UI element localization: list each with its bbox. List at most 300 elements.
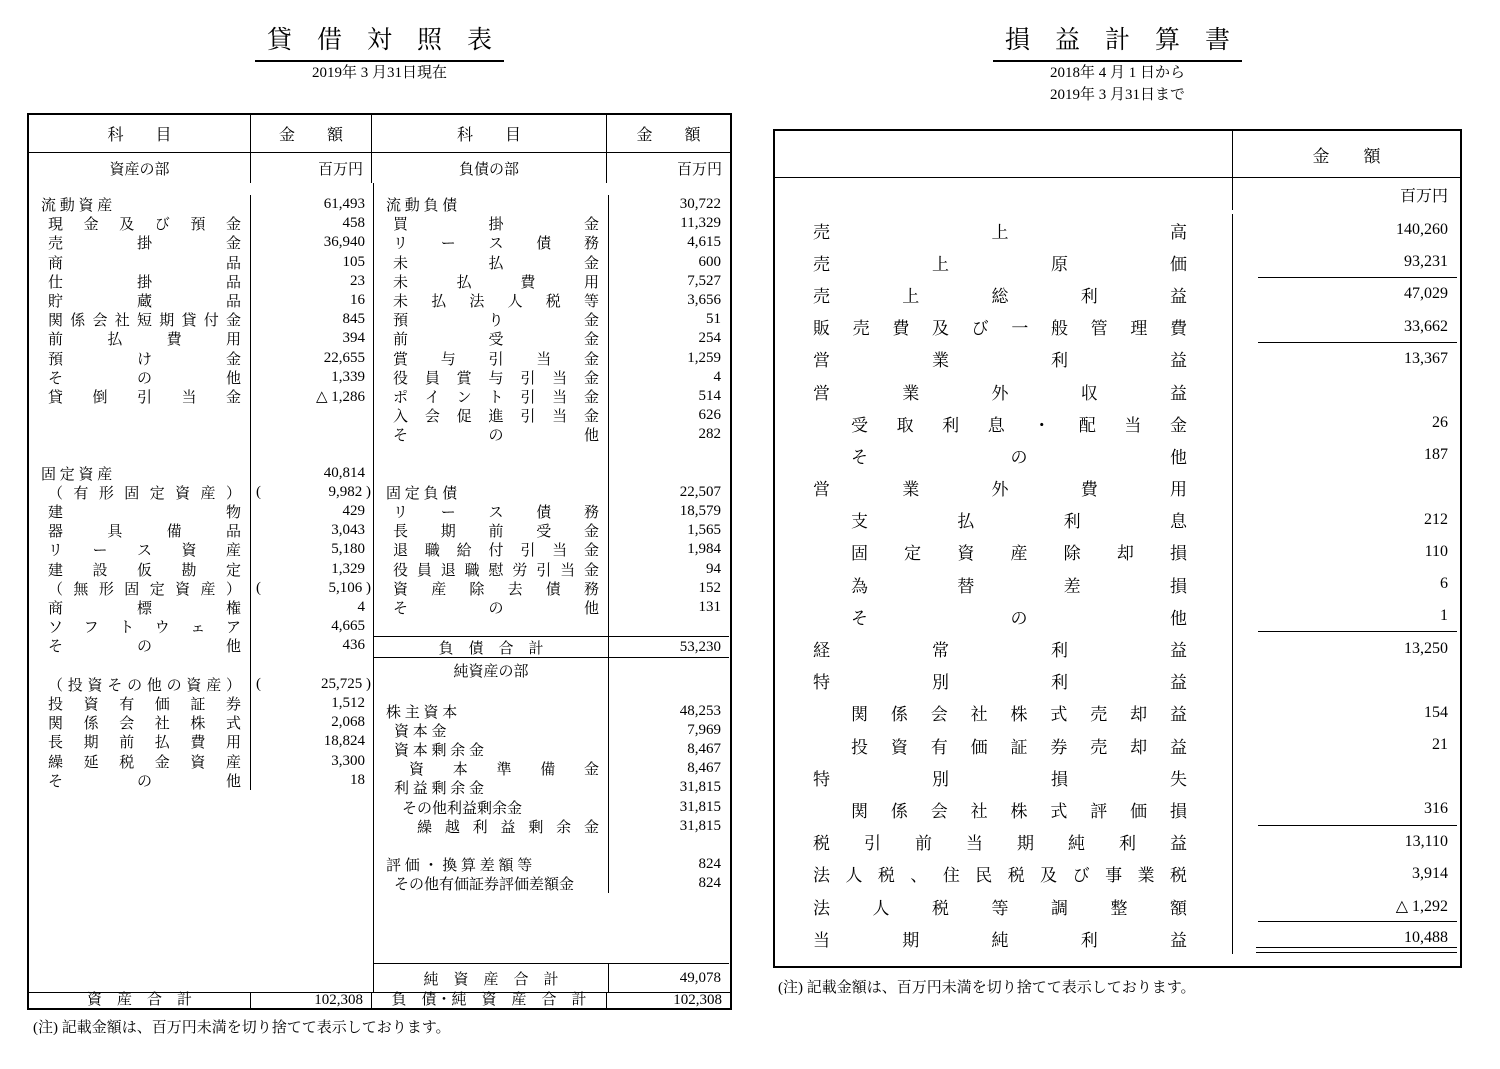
- paren-open: (: [256, 579, 261, 596]
- item-label: 役 員 賞 与 引 当 金: [393, 370, 599, 387]
- amount-cell: 18: [350, 771, 365, 788]
- amount-cell: 48,253: [679, 702, 721, 719]
- bs-net-asset-row: [374, 759, 729, 778]
- item-label-cell: [775, 826, 1233, 858]
- item-label-cell: [374, 778, 609, 797]
- item-label: 営 業 外 費 用: [813, 480, 1187, 500]
- bs-assets-section-label: 資産の部: [29, 153, 251, 183]
- pl-row: [775, 343, 1460, 375]
- bs-asset-row: [29, 368, 373, 387]
- income-statement-title-text: 損 益 計 算 書: [993, 20, 1242, 62]
- bs-net-asset-row: [374, 817, 729, 836]
- item-label-cell: [374, 855, 609, 874]
- bs-liability-row: [374, 560, 729, 579]
- item-label-cell: [29, 291, 251, 310]
- bs-asset-row: [29, 406, 373, 425]
- amount-cell: [1233, 761, 1460, 793]
- item-label: 流 動 資 産: [41, 198, 113, 215]
- amount-cell: 11,329: [680, 215, 721, 232]
- bs-asset-row: [29, 636, 373, 655]
- amount-cell: 824: [698, 856, 721, 873]
- amount-cell: [609, 617, 729, 636]
- income-statement-note: (注) 記載金額は、百万円未満を切り捨てて表示しております。: [778, 980, 1196, 996]
- item-label-cell: [29, 771, 251, 790]
- bs-liab-net-total-label: 負 債・純 資 産 合 計: [372, 993, 607, 1008]
- bs-liability-row: [374, 253, 729, 272]
- bs-liabilities-unit: 百万円: [676, 161, 722, 178]
- item-label: 未 払 費 用: [393, 274, 599, 291]
- item-label-cell: [29, 387, 251, 406]
- amount-cell: 23: [350, 272, 365, 289]
- amount-cell: 18,824: [323, 733, 365, 750]
- item-label: そ の 他: [48, 773, 241, 790]
- item-label: 資 本 金: [394, 723, 447, 740]
- bs-liability-row: [374, 579, 729, 598]
- item-label-cell: [374, 425, 609, 444]
- item-label: 繰 延 税 金 資 産: [48, 754, 241, 771]
- bs-liability-row: [374, 195, 729, 214]
- item-label: （ 無 形 固 定 資 産 ）: [48, 581, 241, 598]
- pl-row: [775, 568, 1460, 600]
- bs-asset-row: [29, 195, 373, 214]
- income-statement-period-from: 2018年 4 月 1 日から: [1049, 65, 1185, 81]
- amount-cell: 31,815: [679, 779, 721, 796]
- pl-row: [775, 697, 1460, 729]
- item-label: 前 払 費 用: [48, 332, 241, 349]
- amount-cell: 94: [706, 560, 721, 577]
- item-label-cell: [374, 502, 609, 521]
- item-label-cell: [775, 568, 1233, 600]
- item-label: そ の 他: [393, 601, 599, 618]
- amount-cell: 31,815: [679, 798, 721, 815]
- bs-net-assets-section-row: [374, 658, 729, 682]
- amount-cell: 30,722: [679, 196, 721, 213]
- item-label: 売 上 総 利 益: [813, 286, 1187, 306]
- balance-sheet-title-text: 貸 借 対 照 表: [255, 20, 504, 62]
- item-label-cell: [29, 540, 251, 559]
- pl-header-row: [775, 131, 1460, 178]
- bs-liability-row: [374, 368, 729, 387]
- item-label-cell: [374, 214, 609, 233]
- item-label: そ の 他: [48, 639, 241, 656]
- item-label: 営 業 外 収 益: [813, 383, 1187, 403]
- amount-cell: [251, 444, 373, 463]
- item-label: 買 掛 金: [393, 217, 599, 234]
- amount-cell: 140,260: [1396, 221, 1448, 239]
- item-label-cell: [775, 407, 1233, 439]
- item-label: 預 り 金: [393, 313, 599, 330]
- item-label: リ ー ス 資 産: [48, 543, 241, 560]
- item-label: 預 け 金: [48, 351, 241, 368]
- item-label: 売 上 高: [813, 222, 1187, 242]
- pl-header-amount: 金 額: [1312, 146, 1381, 166]
- item-label: 負 債 合 計: [438, 640, 544, 657]
- pl-row: [775, 375, 1460, 407]
- amount-value: 9,982 ): [328, 483, 371, 500]
- bs-asset-row: [29, 675, 373, 694]
- item-label-cell: [29, 636, 251, 655]
- amount-cell: 1,259: [687, 349, 721, 366]
- pl-unit: 百万円: [1399, 187, 1448, 205]
- bs-liability-row: [374, 349, 729, 368]
- item-label: （ 投 資 そ の 他 の 資 産 ）: [48, 677, 241, 694]
- item-label-cell: [775, 536, 1233, 568]
- item-label-cell: [374, 272, 609, 291]
- amount-cell: 40,814: [323, 464, 365, 481]
- item-label-cell: [29, 310, 251, 329]
- amount-cell: [609, 658, 729, 682]
- amount-cell: 4: [357, 599, 365, 616]
- item-label: その他有価証券評価差額金: [394, 877, 575, 894]
- bs-liability-row: [374, 214, 729, 233]
- item-label: 前 受 金: [393, 332, 599, 349]
- item-label-cell: [29, 214, 251, 233]
- amount-cell: [251, 483, 373, 502]
- amount-cell: 61,493: [323, 196, 365, 213]
- bs-asset-row: [29, 291, 373, 310]
- amount-cell: [251, 425, 373, 444]
- bs-asset-row: [29, 214, 373, 233]
- item-label: 関 係 会 社 株 式 評 価 損: [851, 801, 1187, 821]
- pl-row: [775, 761, 1460, 793]
- bs-asset-row: [29, 425, 373, 444]
- item-label-cell: [374, 637, 609, 657]
- item-label-cell: [374, 874, 609, 893]
- amount-cell: 18,579: [679, 503, 721, 520]
- bs-asset-row: [29, 329, 373, 348]
- bs-assets-total-value: 102,308: [251, 993, 372, 1008]
- balance-sheet-table: [27, 113, 732, 1010]
- amount-cell: 22,507: [679, 483, 721, 500]
- bs-grand-total-row: [29, 992, 730, 1008]
- amount-cell: [1233, 375, 1460, 407]
- bs-assets-unit: 百万円: [251, 153, 372, 183]
- amount-cell: 4,665: [331, 618, 365, 635]
- bs-liability-row: [374, 540, 729, 559]
- bs-asset-row: [29, 617, 373, 636]
- item-label: 固 定 資 産: [41, 466, 113, 483]
- bs-asset-row: [29, 521, 373, 540]
- bs-asset-row: [29, 233, 373, 252]
- item-label-cell: [374, 598, 609, 617]
- item-label: 為 替 差 損: [851, 576, 1187, 596]
- amount-cell: 1,984: [687, 541, 721, 558]
- amount-cell: 7,969: [687, 721, 721, 738]
- item-label-cell: [29, 675, 251, 694]
- amount-cell: 824: [698, 875, 721, 892]
- amount-cell: 845: [342, 311, 365, 328]
- item-label: 特 別 利 益: [813, 673, 1187, 693]
- item-label: 現 金 及 び 預 金: [48, 217, 241, 234]
- item-label-cell: [374, 797, 609, 816]
- item-label: 税 引 前 当 期 純 利 益: [813, 834, 1187, 854]
- item-label-cell: [29, 368, 251, 387]
- bs-asset-row: [29, 272, 373, 291]
- bs-asset-row: [29, 713, 373, 732]
- item-label: 当 期 純 利 益: [813, 930, 1187, 950]
- item-label-cell: [775, 600, 1233, 632]
- item-label-cell: [29, 233, 251, 252]
- item-label: 建 物: [48, 505, 241, 522]
- amount-cell: 429: [342, 503, 365, 520]
- item-label-cell: [29, 579, 251, 598]
- pl-row: [775, 439, 1460, 471]
- item-label-cell: [374, 406, 609, 425]
- item-label: ソ フ ト ウ ェ ア: [48, 620, 241, 637]
- bs-liabilities-total-row: [374, 636, 729, 658]
- bs-assets-column: [29, 183, 374, 992]
- bs-asset-row: [29, 502, 373, 521]
- item-label-cell: [374, 195, 609, 214]
- amount-cell: 7,527: [687, 272, 721, 289]
- item-label-cell: [775, 278, 1233, 310]
- item-label: 退 職 給 付 引 当 金: [393, 543, 599, 560]
- income-statement-title: [773, 20, 1462, 62]
- amount-cell: 152: [698, 579, 721, 596]
- bs-assets-total-label: 資 産 合 計: [29, 993, 251, 1008]
- item-label: リ ー ス 債 務: [393, 236, 599, 253]
- amount-cell: 6: [1440, 575, 1448, 593]
- item-label-cell: [775, 890, 1233, 922]
- item-label-cell: [775, 793, 1233, 825]
- bs-net-asset-row: [374, 797, 729, 816]
- amount-cell: 4: [713, 368, 721, 385]
- amount-cell: 1,512: [331, 694, 365, 711]
- amount-cell: [251, 406, 373, 425]
- bs-asset-row: [29, 579, 373, 598]
- amount-cell: 22,655: [323, 349, 365, 366]
- item-label-cell: [374, 368, 609, 387]
- item-label: 法 人 税 、 住 民 税 及 び 事 業 税: [813, 866, 1187, 886]
- pl-unit-row: [775, 178, 1460, 210]
- item-label: 株 主 資 本: [386, 704, 458, 721]
- bs-asset-row: [29, 694, 373, 713]
- item-label: 役 員 退 職 慰 労 引 当 金: [393, 562, 599, 579]
- income-statement-table: [773, 129, 1462, 968]
- item-label-cell: [29, 502, 251, 521]
- amount-cell: 4,615: [687, 234, 721, 251]
- bs-header-item-left: 科 目: [29, 115, 251, 152]
- item-label-cell: [374, 349, 609, 368]
- item-label-cell: [374, 759, 609, 778]
- item-label: その他利益剰余金: [402, 800, 523, 817]
- item-label-cell: [29, 406, 251, 425]
- item-label: 固 定 資 産 除 却 損: [851, 544, 1187, 564]
- amount-cell: 33,662: [1233, 311, 1460, 343]
- bs-liability-row: [374, 617, 729, 636]
- amount-cell: 93,231: [1233, 246, 1460, 278]
- item-label: 長 期 前 受 金: [393, 524, 599, 541]
- item-label: そ の 他: [393, 428, 599, 445]
- amount-cell: 47,029: [1404, 285, 1448, 303]
- income-statement-period-to: 2019年 3 月31日まで: [1049, 87, 1185, 103]
- item-label-cell: [29, 598, 251, 617]
- item-label: 売 上 原 価: [813, 254, 1187, 274]
- bs-net-assets-total-row: [374, 963, 729, 992]
- item-label: 流 動 負 債: [386, 198, 458, 215]
- item-label-cell: [775, 729, 1233, 761]
- amount-cell: [1233, 665, 1460, 697]
- pl-row: [775, 246, 1460, 278]
- bs-net-asset-row: [374, 740, 729, 759]
- item-label-cell: [29, 483, 251, 502]
- item-label-cell: [374, 682, 609, 701]
- bs-asset-row: [29, 444, 373, 463]
- item-label-cell: [374, 483, 609, 502]
- amount-cell: 1,339: [331, 368, 365, 385]
- item-label-cell: [374, 540, 609, 559]
- pl-unit-blank-cell: [775, 178, 1233, 210]
- item-label-cell: [775, 858, 1233, 890]
- bs-asset-row: [29, 560, 373, 579]
- amount-cell: 13,250: [1404, 639, 1448, 657]
- item-label-cell: [29, 195, 251, 214]
- item-label-cell: [29, 751, 251, 770]
- bs-header-row: [29, 115, 730, 153]
- amount-cell: △ 1,292: [1233, 890, 1460, 922]
- item-label-cell: [374, 233, 609, 252]
- amount-cell: 131: [698, 599, 721, 616]
- bs-net-asset-row: [374, 721, 729, 740]
- bs-liabilities-section-label: 負債の部: [372, 153, 607, 183]
- pl-row: [775, 472, 1460, 504]
- item-label: 経 常 利 益: [813, 641, 1187, 661]
- amount-cell: 13,110: [1404, 832, 1448, 850]
- item-label: 利 益 剰 余 金: [394, 781, 485, 798]
- amount-cell: 53,230: [679, 638, 721, 655]
- item-label-cell: [29, 617, 251, 636]
- amount-value: 5,106 ): [328, 579, 371, 596]
- item-label: ポ イ ン ト 引 当 金: [393, 389, 599, 406]
- item-label-cell: [374, 579, 609, 598]
- pl-body: [775, 210, 1460, 966]
- item-label-cell: [29, 253, 251, 272]
- bs-net-asset-row: [374, 682, 729, 701]
- bs-body: [29, 183, 730, 992]
- bs-liability-row: [374, 233, 729, 252]
- item-label: 資 産 除 去 債 務: [393, 581, 599, 598]
- item-label: リ ー ス 債 務: [393, 505, 599, 522]
- item-label-cell: [775, 922, 1233, 954]
- bs-header-item-right: 科 目: [372, 115, 607, 152]
- amount-cell: 1: [1233, 600, 1460, 632]
- amount-cell: 3,300: [331, 752, 365, 769]
- amount-cell: 8,467: [687, 740, 721, 757]
- amount-cell: 436: [342, 637, 365, 654]
- amount-cell: 254: [698, 330, 721, 347]
- item-label-cell: [374, 329, 609, 348]
- item-label: 繰 越 利 益 剰 余 金: [417, 819, 599, 836]
- bs-liability-row: [374, 521, 729, 540]
- bs-net-asset-row: [374, 874, 729, 893]
- item-label-cell: [374, 964, 609, 992]
- item-label: 営 業 利 益: [813, 351, 1187, 371]
- amount-cell: 21: [1432, 736, 1448, 754]
- amount-cell: 394: [342, 330, 365, 347]
- amount-cell: 212: [1424, 510, 1448, 528]
- pl-row: [775, 536, 1460, 568]
- amount-cell: [251, 675, 373, 694]
- amount-cell: 5,180: [331, 541, 365, 558]
- bs-liability-row: [374, 387, 729, 406]
- item-label-cell: [374, 310, 609, 329]
- bs-liability-row: [374, 310, 729, 329]
- item-label-cell: [374, 658, 609, 682]
- item-label: 固 定 負 債: [386, 485, 458, 502]
- item-label: 賞 与 引 当 金: [393, 351, 599, 368]
- bs-liability-row: [374, 406, 729, 425]
- item-label-cell: [374, 702, 609, 721]
- pl-row: [775, 858, 1460, 890]
- bs-asset-row: [29, 310, 373, 329]
- bs-net-asset-row: [374, 702, 729, 721]
- bs-liability-row: [374, 483, 729, 502]
- item-label-cell: [29, 329, 251, 348]
- amount-cell: [609, 444, 729, 463]
- item-label: そ の 他: [48, 370, 241, 387]
- amount-cell: 26: [1432, 414, 1448, 432]
- bs-asset-row: [29, 751, 373, 770]
- item-label-cell: [775, 504, 1233, 536]
- item-label: 関 係 会 社 株 式: [48, 716, 241, 733]
- item-label-cell: [775, 311, 1233, 343]
- pl-row: [775, 632, 1460, 664]
- item-label: そ の 他: [851, 608, 1187, 628]
- amount-cell: 8,467: [687, 760, 721, 777]
- amount-cell: 110: [1424, 542, 1448, 560]
- item-label: 関 係 会 社 株 式 売 却 益: [851, 705, 1187, 725]
- item-label-cell: [374, 253, 609, 272]
- item-label-cell: [374, 817, 609, 836]
- amount-value: 25,725 ): [321, 675, 371, 692]
- amount-cell: 154: [1424, 703, 1448, 721]
- pl-row: [775, 407, 1460, 439]
- item-label-cell: [29, 656, 251, 675]
- amount-cell: 3,656: [687, 292, 721, 309]
- amount-cell: 187: [1424, 446, 1448, 464]
- bs-liability-row: [374, 329, 729, 348]
- pl-row: [775, 793, 1460, 825]
- balance-sheet-title: [27, 20, 732, 62]
- item-label: 入 会 促 進 引 当 金: [393, 409, 599, 426]
- item-label-cell: [374, 617, 609, 636]
- pl-row: [775, 600, 1460, 632]
- bs-asset-row: [29, 253, 373, 272]
- item-label-cell: [29, 444, 251, 463]
- amount-cell: 105: [342, 253, 365, 270]
- item-label-cell: [775, 472, 1233, 504]
- item-label-cell: [775, 214, 1233, 246]
- bs-header-amount-right: 金 額: [636, 127, 701, 144]
- pl-row: [775, 922, 1460, 954]
- item-label: そ の 他: [851, 447, 1187, 467]
- amount-cell: 316: [1233, 793, 1460, 825]
- pl-row: [775, 504, 1460, 536]
- item-label: 純資産の部: [453, 663, 529, 680]
- bs-section-row: [29, 153, 730, 183]
- item-label: 貯 蔵 品: [48, 294, 241, 311]
- amount-cell: 3,043: [331, 522, 365, 539]
- item-label-cell: [29, 464, 251, 483]
- item-label-cell: [775, 246, 1233, 278]
- pl-row: [775, 278, 1460, 310]
- item-label: （ 有 形 固 定 資 産 ）: [48, 485, 241, 502]
- bs-asset-row: [29, 656, 373, 675]
- amount-cell: 51: [706, 311, 721, 328]
- bs-liability-row: [374, 502, 729, 521]
- bs-liability-row: [374, 425, 729, 444]
- amount-cell: 1,329: [331, 560, 365, 577]
